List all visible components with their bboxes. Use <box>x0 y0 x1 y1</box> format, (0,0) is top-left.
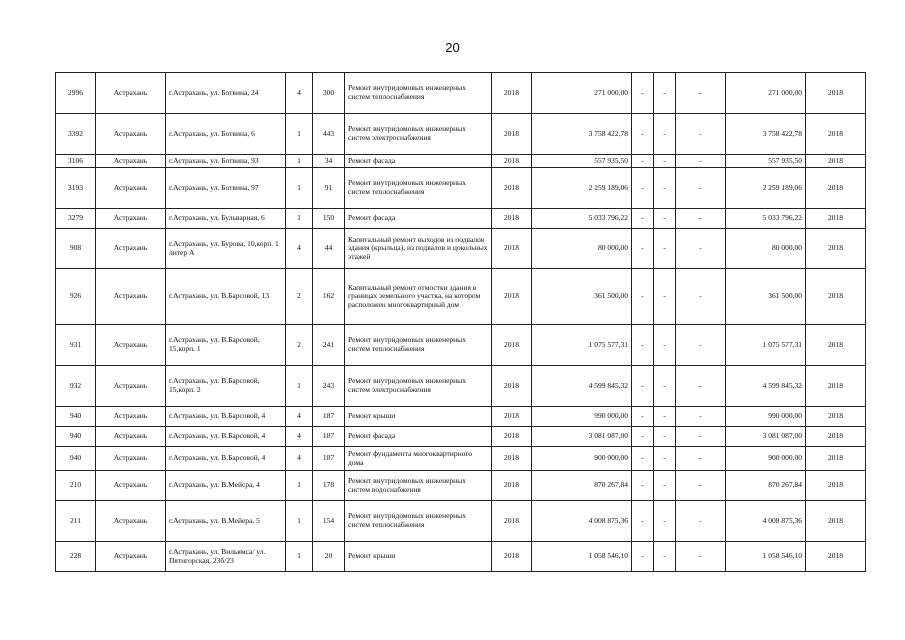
cell-id: 940 <box>56 427 96 447</box>
cell-year: 2018 <box>492 155 532 168</box>
cell-dash-1: - <box>632 269 654 325</box>
table-row <box>56 168 866 209</box>
cell-cost: 870 267,84 <box>532 471 632 501</box>
cell-floors: 2 <box>286 269 313 325</box>
cell-dash-1: - <box>632 209 654 229</box>
cell-count: 44 <box>313 229 345 269</box>
cell-dash-2: - <box>654 269 676 325</box>
cell-work-type: Ремонт крыши <box>345 407 492 427</box>
cell-year-end: 2018 <box>806 168 866 209</box>
cell-total: 2 259 189,06 <box>726 168 806 209</box>
cell-cost: 271 000,00 <box>532 73 632 114</box>
cell-dash-1: - <box>632 447 654 471</box>
cell-id: 931 <box>56 325 96 366</box>
cell-address: г.Астрахань, ул. Ботвина, 24 <box>166 73 286 114</box>
cell-address: г.Астрахань, ул. В.Барсовой, 4 <box>166 407 286 427</box>
cell-count: 178 <box>313 471 345 501</box>
cell-city: Астрахань <box>96 427 166 447</box>
cell-dash-3: - <box>676 407 726 427</box>
cell-dash-1: - <box>632 114 654 155</box>
cell-floors: 4 <box>286 427 313 447</box>
cell-dash-1: - <box>632 366 654 407</box>
cell-dash-3: - <box>676 209 726 229</box>
cell-dash-3: - <box>676 501 726 542</box>
table-row <box>56 229 866 269</box>
cell-cost: 990 000,00 <box>532 407 632 427</box>
cell-dash-2: - <box>654 366 676 407</box>
cell-total: 557 935,50 <box>726 155 806 168</box>
cell-cost: 1 058 546,10 <box>532 542 632 572</box>
cell-dash-3: - <box>676 325 726 366</box>
cell-total: 1 075 577,31 <box>726 325 806 366</box>
cell-year-end: 2018 <box>806 501 866 542</box>
cell-city: Астрахань <box>96 447 166 471</box>
cell-dash-2: - <box>654 168 676 209</box>
cell-address: г.Астрахань, ул. Ботвина, 93 <box>166 155 286 168</box>
cell-floors: 1 <box>286 114 313 155</box>
cell-count: 150 <box>313 209 345 229</box>
cell-city: Астрахань <box>96 114 166 155</box>
table-row <box>56 209 866 229</box>
cell-cost: 4 008 875,36 <box>532 501 632 542</box>
table-row <box>56 542 866 572</box>
cell-dash-2: - <box>654 427 676 447</box>
cell-count: 162 <box>313 269 345 325</box>
cell-year-end: 2018 <box>806 471 866 501</box>
repair-register-table <box>55 72 866 572</box>
cell-year: 2018 <box>492 209 532 229</box>
cell-dash-3: - <box>676 427 726 447</box>
cell-total: 80 000,00 <box>726 229 806 269</box>
cell-dash-2: - <box>654 209 676 229</box>
cell-city: Астрахань <box>96 542 166 572</box>
cell-id: 2996 <box>56 73 96 114</box>
cell-cost: 4 599 845,32 <box>532 366 632 407</box>
cell-count: 443 <box>313 114 345 155</box>
cell-year: 2018 <box>492 168 532 209</box>
cell-city: Астрахань <box>96 325 166 366</box>
cell-dash-3: - <box>676 542 726 572</box>
cell-year-end: 2018 <box>806 155 866 168</box>
cell-work-type: Ремонт внутридомовых инженерных систем электроснабжения <box>345 114 492 155</box>
cell-dash-3: - <box>676 471 726 501</box>
cell-cost: 3 081 087,00 <box>532 427 632 447</box>
cell-year-end: 2018 <box>806 447 866 471</box>
cell-address: г.Астрахань, ул. В.Мейсра, 4 <box>166 471 286 501</box>
cell-cost: 1 075 577,31 <box>532 325 632 366</box>
cell-city: Астрахань <box>96 501 166 542</box>
cell-dash-2: - <box>654 229 676 269</box>
cell-dash-1: - <box>632 73 654 114</box>
cell-dash-2: - <box>654 114 676 155</box>
cell-count: 187 <box>313 407 345 427</box>
cell-count: 187 <box>313 427 345 447</box>
cell-dash-3: - <box>676 168 726 209</box>
cell-id: 940 <box>56 407 96 427</box>
cell-city: Астрахань <box>96 155 166 168</box>
cell-year-end: 2018 <box>806 209 866 229</box>
cell-city: Астрахань <box>96 229 166 269</box>
table-row <box>56 73 866 114</box>
cell-work-type: Ремонт фундамента многоквартирного дома <box>345 447 492 471</box>
cell-address: г.Астрахань, ул. В.Барсовой, 4 <box>166 447 286 471</box>
table-row <box>56 114 866 155</box>
cell-address: г.Астрахань, ул. В.Мейера, 5 <box>166 501 286 542</box>
cell-floors: 4 <box>286 447 313 471</box>
cell-total: 3 758 422,78 <box>726 114 806 155</box>
cell-year: 2018 <box>492 447 532 471</box>
cell-total: 361 500,00 <box>726 269 806 325</box>
cell-work-type: Ремонт фасада <box>345 155 492 168</box>
cell-floors: 1 <box>286 471 313 501</box>
cell-floors: 1 <box>286 366 313 407</box>
cell-floors: 1 <box>286 155 313 168</box>
cell-city: Астрахань <box>96 407 166 427</box>
cell-id: 228 <box>56 542 96 572</box>
cell-dash-3: - <box>676 447 726 471</box>
cell-year-end: 2018 <box>806 269 866 325</box>
cell-total: 4 008 875,36 <box>726 501 806 542</box>
cell-year: 2018 <box>492 471 532 501</box>
cell-dash-2: - <box>654 155 676 168</box>
cell-year-end: 2018 <box>806 73 866 114</box>
cell-address: г.Астрахань, ул. Ботвина, 97 <box>166 168 286 209</box>
table-row <box>56 325 866 366</box>
cell-work-type: Ремонт фасада <box>345 209 492 229</box>
cell-work-type: Капитальный ремонт выходов из подвалов здания (крыльца), из подвалов и цокольных этажей <box>345 229 492 269</box>
cell-work-type: Ремонт фасада <box>345 427 492 447</box>
cell-id: 211 <box>56 501 96 542</box>
table-row <box>56 366 866 407</box>
cell-dash-3: - <box>676 155 726 168</box>
cell-dash-1: - <box>632 229 654 269</box>
cell-id: 908 <box>56 229 96 269</box>
cell-address: г.Астрахань, ул. В.Барсовой, 13 <box>166 269 286 325</box>
cell-floors: 4 <box>286 229 313 269</box>
cell-year: 2018 <box>492 427 532 447</box>
cell-work-type: Ремонт крыши <box>345 542 492 572</box>
cell-cost: 557 935,50 <box>532 155 632 168</box>
cell-city: Астрахань <box>96 209 166 229</box>
cell-year-end: 2018 <box>806 229 866 269</box>
cell-year: 2018 <box>492 542 532 572</box>
cell-dash-3: - <box>676 114 726 155</box>
cell-total: 900 000,00 <box>726 447 806 471</box>
cell-count: 300 <box>313 73 345 114</box>
cell-work-type: Ремонт внутридомовых инженерных систем электроснабжения <box>345 366 492 407</box>
cell-address: г.Астрахань, ул. В.Барсовой, 15,корп. 2 <box>166 366 286 407</box>
cell-total: 870 267,84 <box>726 471 806 501</box>
cell-city: Астрахань <box>96 269 166 325</box>
cell-year-end: 2018 <box>806 542 866 572</box>
cell-id: 3279 <box>56 209 96 229</box>
cell-count: 34 <box>313 155 345 168</box>
cell-cost: 80 000,00 <box>532 229 632 269</box>
cell-dash-2: - <box>654 471 676 501</box>
table-row <box>56 407 866 427</box>
table-row <box>56 501 866 542</box>
cell-cost: 361 500,00 <box>532 269 632 325</box>
cell-year: 2018 <box>492 407 532 427</box>
cell-dash-1: - <box>632 501 654 542</box>
cell-dash-1: - <box>632 325 654 366</box>
cell-id: 3392 <box>56 114 96 155</box>
cell-work-type: Капитальный ремонт отмостки здания в границах земельного участка, на котором расположен многоквартирный дом <box>345 269 492 325</box>
cell-year-end: 2018 <box>806 407 866 427</box>
cell-year: 2018 <box>492 73 532 114</box>
cell-id: 926 <box>56 269 96 325</box>
cell-floors: 2 <box>286 325 313 366</box>
cell-dash-2: - <box>654 501 676 542</box>
table-row <box>56 471 866 501</box>
cell-floors: 1 <box>286 501 313 542</box>
cell-count: 243 <box>313 366 345 407</box>
cell-count: 187 <box>313 447 345 471</box>
cell-city: Астрахань <box>96 366 166 407</box>
cell-id: 3193 <box>56 168 96 209</box>
cell-id: 932 <box>56 366 96 407</box>
cell-year-end: 2018 <box>806 325 866 366</box>
cell-dash-3: - <box>676 269 726 325</box>
cell-dash-1: - <box>632 407 654 427</box>
cell-count: 154 <box>313 501 345 542</box>
cell-dash-1: - <box>632 471 654 501</box>
cell-count: 241 <box>313 325 345 366</box>
cell-work-type: Ремонт внутридомовых инженерных систем водоснабжения <box>345 471 492 501</box>
cell-year: 2018 <box>492 366 532 407</box>
cell-dash-3: - <box>676 73 726 114</box>
cell-year: 2018 <box>492 501 532 542</box>
cell-year: 2018 <box>492 325 532 366</box>
cell-city: Астрахань <box>96 471 166 501</box>
cell-address: г.Астрахань, ул. В.Барсовой, 4 <box>166 427 286 447</box>
cell-work-type: Ремонт внутридомовых инженерных систем теплоснабжения <box>345 73 492 114</box>
cell-floors: 1 <box>286 542 313 572</box>
cell-year: 2018 <box>492 114 532 155</box>
cell-work-type: Ремонт внутридомовых инженерных систем теплоснабжения <box>345 325 492 366</box>
cell-year-end: 2018 <box>806 114 866 155</box>
cell-city: Астрахань <box>96 73 166 114</box>
cell-cost: 900 000,00 <box>532 447 632 471</box>
cell-year: 2018 <box>492 269 532 325</box>
cell-address: г.Астрахань, ул. Бурова, 10,корп. 1 литер А <box>166 229 286 269</box>
cell-cost: 5 033 796,22 <box>532 209 632 229</box>
cell-id: 3106 <box>56 155 96 168</box>
cell-dash-3: - <box>676 366 726 407</box>
cell-dash-2: - <box>654 73 676 114</box>
cell-dash-2: - <box>654 447 676 471</box>
cell-id: 940 <box>56 447 96 471</box>
table-row <box>56 447 866 471</box>
table-row <box>56 427 866 447</box>
cell-address: г.Астрахань, ул. Вильямса/ ул. Пятигорская, 23б/23 <box>166 542 286 572</box>
cell-total: 3 081 087,00 <box>726 427 806 447</box>
cell-dash-3: - <box>676 229 726 269</box>
cell-address: г.Астрахань, ул. Бульварная, 6 <box>166 209 286 229</box>
cell-total: 1 058 546,10 <box>726 542 806 572</box>
cell-dash-1: - <box>632 155 654 168</box>
cell-city: Астрахань <box>96 168 166 209</box>
cell-address: г.Астрахань, ул. В.Барсовой, 15,корп. 1 <box>166 325 286 366</box>
cell-work-type: Ремонт внутридомовых инженерных систем теплоснабжения <box>345 501 492 542</box>
cell-year-end: 2018 <box>806 366 866 407</box>
table-row <box>56 269 866 325</box>
cell-floors: 1 <box>286 209 313 229</box>
page-number: 20 <box>445 40 460 55</box>
cell-floors: 4 <box>286 73 313 114</box>
cell-year-end: 2018 <box>806 427 866 447</box>
cell-dash-2: - <box>654 407 676 427</box>
cell-dash-1: - <box>632 427 654 447</box>
cell-floors: 4 <box>286 407 313 427</box>
cell-count: 91 <box>313 168 345 209</box>
table-row <box>56 155 866 168</box>
cell-total: 5 033 796,22 <box>726 209 806 229</box>
cell-work-type: Ремонт внутридомовых инженерных систем теплоснабжения <box>345 168 492 209</box>
cell-cost: 2 259 189,06 <box>532 168 632 209</box>
cell-dash-1: - <box>632 542 654 572</box>
cell-cost: 3 758 422,78 <box>532 114 632 155</box>
table-body <box>56 73 866 572</box>
cell-total: 4 599 845,32 <box>726 366 806 407</box>
cell-year: 2018 <box>492 229 532 269</box>
cell-address: г.Астрахань, ул. Ботвина, 6 <box>166 114 286 155</box>
cell-total: 990 000,00 <box>726 407 806 427</box>
cell-dash-1: - <box>632 168 654 209</box>
cell-dash-2: - <box>654 542 676 572</box>
cell-floors: 1 <box>286 168 313 209</box>
cell-total: 271 000,00 <box>726 73 806 114</box>
cell-id: 210 <box>56 471 96 501</box>
cell-count: 20 <box>313 542 345 572</box>
cell-dash-2: - <box>654 325 676 366</box>
